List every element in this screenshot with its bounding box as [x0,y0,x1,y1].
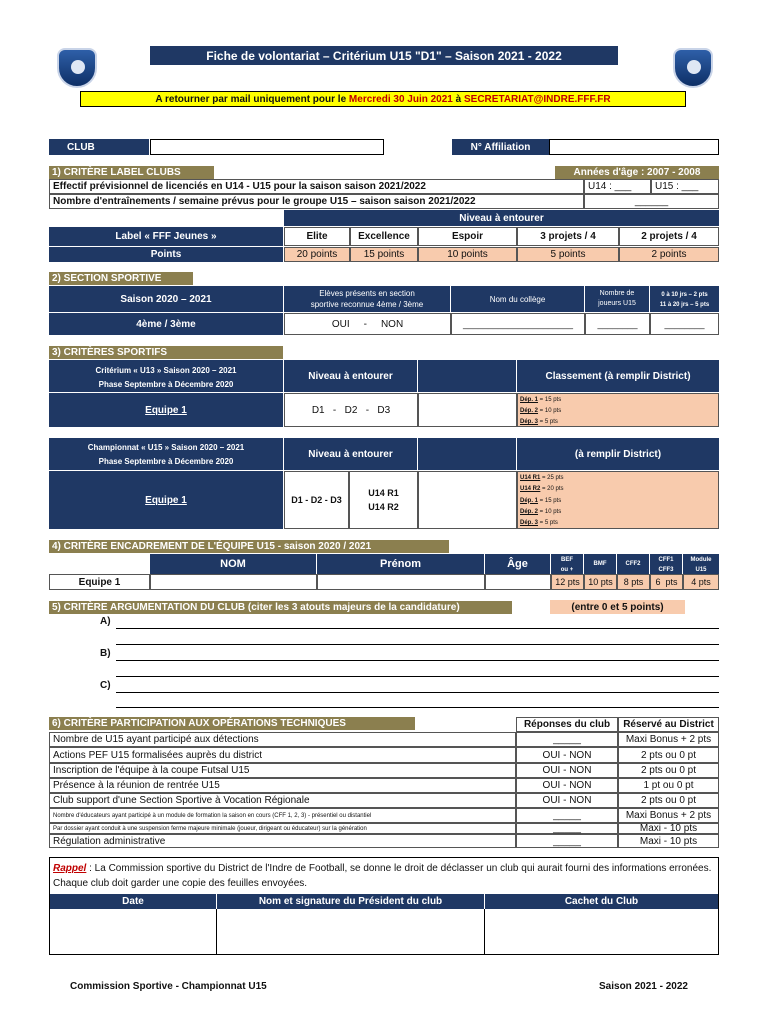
s3-champ [49,438,283,470]
s2-pts-field[interactable]: ________ [650,313,719,335]
s4-module [683,554,719,574]
s6-row-reserved: 2 pts ou 0 pt [618,747,719,763]
s1-ages: Années d'âge : 2007 - 2008 [555,166,719,179]
s6-row-reserved: Maxi Bonus + 2 pts [618,732,719,747]
s1-row1: Effectif prévisionnel de licenciés en U14 - U15 pour la saison saison 2021/2022 [49,179,584,194]
s2-pts-line2: 11 à 20 jrs – 5 pts [659,302,710,308]
s5-b-line1[interactable] [116,660,719,661]
s3-crit1 [49,360,283,392]
dep2-key: Dép. 2 [520,508,539,515]
s4-bef-line2: ou + [560,567,574,573]
s6-row-label: Club support d'une Section Sportive à Vocation Régionale [49,793,516,808]
s2-dash: - [363,318,367,330]
s1-points-1: 15 points [350,247,418,262]
s4-prenom: Prénom [317,554,484,574]
signature-field[interactable] [217,909,485,954]
s5-c-line2[interactable] [116,707,719,708]
s4-bef [551,554,583,574]
s1-u14-field[interactable]: U14 : ___ [584,179,651,194]
s1-level-1[interactable]: Excellence [350,227,418,246]
s4-age: Âge [485,554,550,574]
s4-nom: NOM [150,554,316,574]
s6-row-response[interactable]: OUI - NON [516,747,618,763]
fff-logo-left [57,48,97,88]
s4-cff2: CFF2 [617,554,649,574]
s3-crit1-line2: Phase Septembre à Décembre 2020 [98,380,234,389]
s3-dep-list-a [517,393,719,427]
s1-level-2[interactable]: Espoir [418,227,517,246]
rappel-body: : La Commission sportive du District de l'Indre de Football, se donne le droit de déclasser un club qui aurait fourni des informations erronées. Chaque club doit garder une copie des feuilles envoyées. [53,863,712,889]
s3-d-levels-2[interactable]: D1 - D2 - D3 [284,471,349,529]
s6-row-response[interactable]: _____ [516,823,618,834]
s6-row-label: Nombre de U15 ayant participé aux détections [49,732,516,747]
s2-oui-non[interactable] [284,313,451,335]
s3-classement: Classement (à remplir District) [517,360,719,392]
dep1-item [520,406,716,417]
s3-blank-b [418,471,517,529]
notice-middle: à [452,93,464,105]
club-label: CLUB [49,139,149,155]
dep2-key: Dép. 3 [520,520,539,527]
s5-b-line2[interactable] [116,676,719,677]
s4-bef-line1: BEF [561,557,573,563]
s4-pts-4: 4 pts [683,574,719,590]
s3-champ-line1: Championnat « U15 » Saison 2020 – 2021 [87,443,245,452]
dep2-value: = 25 pts [540,475,564,481]
s6-row-reserved: Maxi - 10 pts [618,834,719,848]
s2-row-label: 4ème / 3ème [49,313,283,335]
s4-prenom-field[interactable] [317,574,485,590]
s2-non[interactable]: NON [380,318,404,330]
club-input[interactable] [150,139,384,155]
s2-eleves: Elèves présents en section sportive reconnue 4ème / 3ème [284,286,450,312]
s6-row-label: Inscription de l'équipe à la coupe Futsal U15 [49,763,516,778]
dep1-key: Dép. 3 [520,419,539,425]
notice-email[interactable]: SECRETARIAT@INDRE.FFF.FR [464,93,611,105]
s6-row-label: Présence à la réunion de rentrée U15 [49,778,516,793]
s4-cff1-line2: CFF3 [658,567,674,573]
s3-niveau-2: Niveau à entourer [284,438,417,470]
s3-equipe1-a[interactable] [49,393,283,427]
s3-u14r1[interactable]: U14 R1 [368,488,399,498]
s4-pts-3: 6 pts [650,574,683,590]
s6-row-reserved: 2 pts ou 0 pt [618,763,719,778]
dep1-value: = 10 pts [538,408,562,414]
s5-title: 5) CRITÈRE ARGUMENTATION DU CLUB (citer les 3 atouts majeurs de la candidature) [49,601,512,614]
cachet-header: Cachet du Club [485,894,718,909]
s1-niveau: Niveau à entourer [284,210,719,226]
dep2-key: U14 R1 [520,475,541,481]
rappel-text [53,861,713,891]
s1-row2: Nombre d'entraînements / semaine prévus pour le groupe U15 – saison saison 2021/2022 [49,194,584,209]
s4-nom-field[interactable] [150,574,317,590]
s4-pts-1: 10 pts [584,574,617,590]
signature-header: Nom et signature du Président du club [217,894,484,909]
s2-nombre-field[interactable]: ________ [585,313,650,335]
s3-d-levels[interactable]: D1 - D2 - D3 [284,393,418,427]
s3-remplir: (à remplir District) [517,438,719,470]
s3-niveau: Niveau à entourer [284,360,417,392]
dep1-item [520,395,716,406]
dep2-item [520,473,716,484]
s3-champ-line2: Phase Septembre à Décembre 2020 [98,457,234,466]
s3-blank-a [418,393,517,427]
s5-c-line1[interactable] [116,692,719,693]
s6-row-reserved: Maxi Bonus + 2 pts [618,808,719,823]
s2-pts-line1: 0 à 10 jrs – 2 pts [661,292,708,298]
s4-cff1-line1: CFF1 [658,557,674,563]
dep1-value: = 15 pts [538,397,562,403]
s5-a-label: A) [100,616,111,627]
s6-row-reserved: 2 pts ou 0 pt [618,793,719,808]
s2-college-field[interactable]: ______________________ [451,313,585,335]
s3-equipe1-a-text[interactable]: Equipe 1 [145,404,187,416]
s4-bmf: BMF [584,554,616,574]
return-notice [80,91,686,107]
s6-row-reserved: 1 pt ou 0 pt [618,778,719,793]
cachet-field[interactable] [485,909,718,954]
s6-row-label: Actions PEF U15 formalisées auprès du district [49,747,516,763]
s3-equipe1-b-text[interactable]: Equipe 1 [145,494,187,506]
s6-row-response[interactable]: _____ [516,834,618,848]
s4-title: 4) CRITÈRE ENCADREMENT DE L'ÉQUIPE U15 - saison 2020 / 2021 [49,540,449,553]
s6-row-reserved: Maxi - 10 pts [618,823,719,834]
s4-equipe: Equipe 1 [49,574,150,590]
s6-row-label: Par dossier ayant conduit à une suspension ferme majeure minimale (joueur, dirigeant ou éducateur) sur la génération [49,823,516,834]
s1-points-2: 10 points [418,247,517,262]
s3-spacer-2 [418,438,516,470]
s6-reponses-header: Réponses du club [516,717,618,732]
dep2-item [520,507,716,518]
s3-spacer [418,360,516,392]
notice-date: Mercredi 30 Juin 2021 [348,93,453,105]
s6-row-response[interactable]: OUI - NON [516,793,618,808]
s5-range: (entre 0 et 5 points) [550,600,685,614]
dep2-value: = 15 pts [538,497,562,504]
s1-points-4: 2 points [619,247,719,262]
s2-nombre: Nombre de joueurs U15 [585,286,649,312]
s6-row-label: Nombre d'éducateurs ayant participé à un module de formation la saison en cours (CFF 1, 2, 3) - présentiel ou distantiel [49,808,516,823]
s3-equipe1-b[interactable] [49,471,283,529]
s3-u14r2[interactable]: U14 R2 [368,502,399,512]
dep2-value: = 10 pts [538,508,562,515]
s3-title: 3) CRITÈRES SPORTIFS [49,346,283,359]
s4-module-line1: Module [690,557,712,563]
dep1-key: Dép. 2 [520,408,539,414]
s6-row-label: Régulation administrative [49,834,516,848]
affiliation-label: N° Affiliation [452,139,549,155]
rappel-label: Rappel [53,863,87,874]
date-field[interactable] [50,909,217,954]
dep2-value: = 20 pts [540,486,564,493]
s6-reserve-header: Réservé au District [618,717,719,732]
s2-points-scale [650,286,719,312]
s4-cff1 [650,554,682,574]
s1-points-label: Points [49,247,283,262]
s1-points-0: 20 points [284,247,350,262]
s1-trainings-field[interactable]: ______ [584,194,719,209]
s1-level-3[interactable]: 3 projets / 4 [517,227,619,246]
s1-u15-field[interactable]: U15 : ___ [651,179,719,194]
s5-a-line2[interactable] [116,644,719,645]
notice-prefix: A retourner par mail uniquement pour le [155,93,349,105]
s1-points-3: 5 points [517,247,619,262]
s4-age-field[interactable] [485,574,551,590]
dep2-item [520,496,716,507]
s4-module-line2: U15 [695,567,707,573]
dep2-item [520,484,716,495]
dep1-item [520,417,716,428]
dep2-value: = 5 pts [538,520,558,527]
s6-row-response[interactable]: OUI - NON [516,778,618,793]
s1-title: 1) CRITÈRE LABEL CLUBS [49,166,214,179]
s1-level-0[interactable]: Elite [284,227,350,246]
s1-level-4[interactable]: 2 projets / 4 [619,227,719,246]
s4-pts-0: 12 pts [551,574,584,590]
s1-label-fff: Label « FFF Jeunes » [49,227,283,246]
s2-college: Nom du collège [451,286,584,312]
dep2-key: Dép. 1 [520,497,539,504]
date-header: Date [50,894,216,909]
s6-row-response[interactable]: _____ [516,732,618,747]
dep1-key: Dép. 1 [520,397,539,403]
s5-b-label: B) [100,648,111,659]
dep2-key: U14 R2 [520,486,541,493]
s3-dep-list-b [517,471,719,529]
s6-row-response[interactable]: _____ [516,808,618,823]
affiliation-input[interactable] [549,139,719,155]
dep2-item [520,518,716,529]
s6-row-response[interactable]: OUI - NON [516,763,618,778]
dep1-value: = 5 pts [538,419,558,425]
footer-left: Commission Sportive - Championnat U15 [70,981,267,992]
s2-title: 2) SECTION SPORTIVE [49,272,193,285]
footer-right: Saison 2021 - 2022 [599,981,688,992]
s2-oui[interactable]: OUI [331,318,350,330]
page-title: Fiche de volontariat – Critérium U15 "D1" – Saison 2021 - 2022 [150,46,618,65]
s5-c-label: C) [100,680,111,691]
s3-crit1-line1: Critérium « U13 » Saison 2020 – 2021 [95,366,237,375]
fff-logo-right [673,48,713,88]
s6-title: 6) CRITÈRE PARTICIPATION AUX OPÉRATIONS TECHNIQUES [49,717,415,730]
s4-pts-2: 8 pts [617,574,650,590]
s5-a-line1[interactable] [116,628,719,629]
s3-u14-levels[interactable] [349,471,418,529]
s2-saison: Saison 2020 – 2021 [49,286,283,312]
